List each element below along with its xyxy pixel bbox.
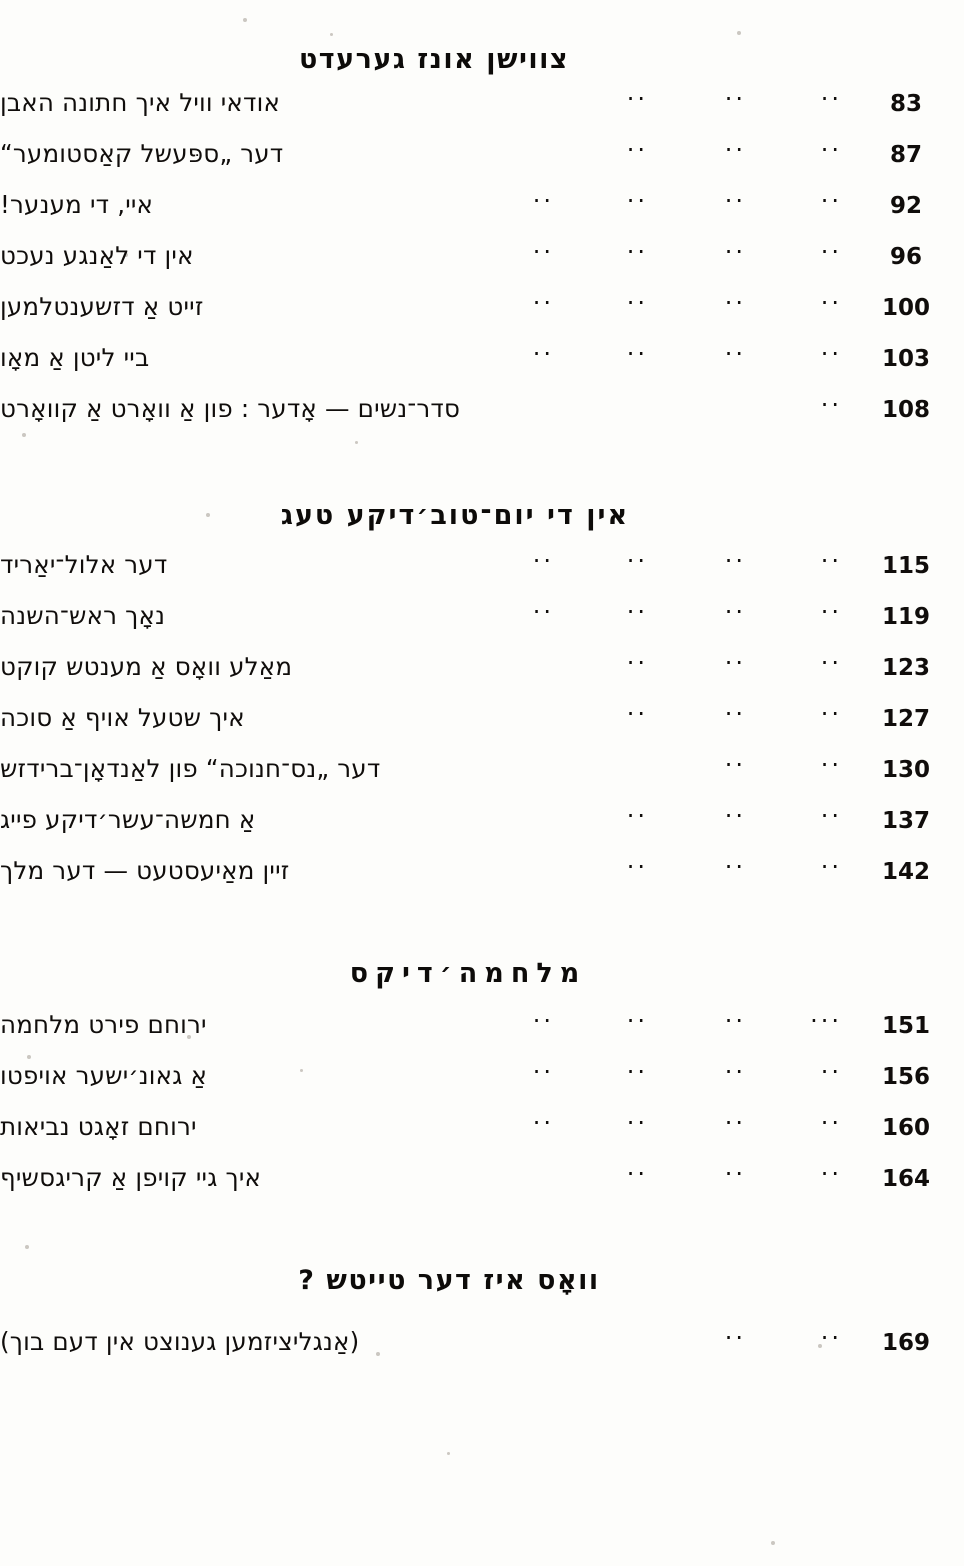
toc-list bbox=[0, 75, 964, 444]
leader-dots: .. bbox=[820, 393, 842, 412]
page-number: 108 bbox=[881, 397, 930, 423]
leader-dots: .. .. .. bbox=[626, 651, 842, 670]
scan-speck bbox=[447, 1452, 450, 1455]
entry-title: אַ חמשה־עשר׳דיקע פייג bbox=[0, 805, 256, 834]
page-number: 83 bbox=[889, 91, 922, 117]
leader-dots: .. .. .. .. bbox=[532, 549, 842, 568]
page-number: 137 bbox=[881, 808, 930, 834]
page-number: 115 bbox=[881, 553, 930, 579]
section-heading: צווישן אונז גערעדט bbox=[298, 44, 570, 75]
toc-list bbox=[0, 531, 964, 906]
toc-entry[interactable] bbox=[0, 1060, 964, 1111]
toc-entry[interactable] bbox=[0, 87, 964, 138]
toc-list bbox=[0, 989, 964, 1213]
toc-entry[interactable] bbox=[0, 291, 964, 342]
entry-title: זיין מאַיעסטעט — דער מלך bbox=[0, 856, 290, 885]
entry-title: אודאי וויל איך חתונה האבן bbox=[0, 88, 281, 117]
toc-entry[interactable] bbox=[0, 600, 964, 651]
section-heading: אין די יום־טוב׳דיקע טעג bbox=[280, 500, 630, 531]
scan-speck bbox=[771, 1541, 775, 1545]
leader-dots: .. .. .. bbox=[626, 138, 842, 157]
entry-title: נאָך ראש־השנה bbox=[0, 601, 166, 630]
page-number: 100 bbox=[881, 295, 930, 321]
leader-dots: .. .. .. .. bbox=[532, 1060, 842, 1079]
toc-entry[interactable] bbox=[0, 549, 964, 600]
entry-title: סדר־נשים — אָדער : פון אַ וואָרט אַ קוואָרט bbox=[0, 394, 461, 423]
page-number: 96 bbox=[889, 244, 922, 270]
leader-dots: .. .. .. .. bbox=[532, 342, 842, 361]
entry-title: דער „נס־חנוכה“ פון לאַנדאָן־ברידזש bbox=[0, 754, 381, 783]
toc-entry[interactable] bbox=[0, 138, 964, 189]
leader-dots: ... .. .. .. bbox=[532, 1009, 842, 1028]
entry-title: דער אלול־יאַריד bbox=[0, 550, 168, 579]
leader-dots: .. .. .. bbox=[626, 87, 842, 106]
leader-dots: .. .. .. .. bbox=[532, 189, 842, 208]
leader-dots: .. .. .. bbox=[626, 1162, 842, 1181]
toc-entry[interactable] bbox=[0, 1162, 964, 1213]
entry-title: איך שטעל אויף אַ סוכה bbox=[0, 703, 245, 732]
leader-dots: .. .. .. bbox=[626, 702, 842, 721]
entry-title: איי, די מענער! bbox=[0, 190, 154, 219]
toc-entry[interactable] bbox=[0, 753, 964, 804]
entry-title: זייט אַ דזשענטלמען bbox=[0, 292, 204, 321]
page-number: 130 bbox=[881, 757, 930, 783]
page-number: 151 bbox=[881, 1013, 930, 1039]
entry-title: אַ גאונ׳ישער אויפטו bbox=[0, 1061, 208, 1090]
toc-entry[interactable] bbox=[0, 393, 964, 444]
page-number: 156 bbox=[881, 1064, 930, 1090]
leader-dots: .. .. bbox=[724, 753, 842, 772]
page-number: 119 bbox=[881, 604, 930, 630]
section-heading: מלחמה׳דיקס bbox=[349, 958, 587, 989]
toc-entry[interactable] bbox=[0, 804, 964, 855]
section-heading: וואָס איז דער טייטש ? bbox=[298, 1265, 600, 1296]
entry-title: ירוחם פירט מלחמה bbox=[0, 1010, 207, 1039]
toc-entry[interactable] bbox=[0, 240, 964, 291]
leader-dots: .. .. .. bbox=[626, 804, 842, 823]
toc-entry[interactable] bbox=[0, 1111, 964, 1162]
toc-entry[interactable] bbox=[0, 1326, 964, 1377]
toc-entry[interactable] bbox=[0, 855, 964, 906]
leader-dots: .. .. .. .. bbox=[532, 291, 842, 310]
toc-entry[interactable] bbox=[0, 651, 964, 702]
entry-title: ביי ליטן אַ מאָו bbox=[0, 343, 150, 372]
page-number: 92 bbox=[889, 193, 922, 219]
toc-entry[interactable] bbox=[0, 189, 964, 240]
entry-title: מאַלע וואָס אַ מענטש קוקט bbox=[0, 652, 293, 681]
toc-entry[interactable] bbox=[0, 702, 964, 753]
page-number: 142 bbox=[881, 859, 930, 885]
entry-title: אין די לאַנגע נעכט bbox=[0, 241, 194, 270]
entry-title: איך גיי קויפן אַ קריגסשיף bbox=[0, 1163, 262, 1192]
page-number: 103 bbox=[881, 346, 930, 372]
page-number: 169 bbox=[881, 1330, 930, 1356]
leader-dots: .. .. .. .. bbox=[532, 600, 842, 619]
leader-dots: .. .. bbox=[724, 1326, 842, 1345]
leader-dots: .. .. .. bbox=[626, 855, 842, 874]
toc-entry[interactable] bbox=[0, 1009, 964, 1060]
page-number: 160 bbox=[881, 1115, 930, 1141]
leader-dots: .. .. .. .. bbox=[532, 240, 842, 259]
toc-list bbox=[0, 1296, 964, 1377]
leader-dots: .. .. .. .. bbox=[532, 1111, 842, 1130]
page-number: 164 bbox=[881, 1166, 930, 1192]
entry-title: דער „ספּעשל קאַסטומער“ bbox=[0, 139, 284, 168]
page-number: 127 bbox=[881, 706, 930, 732]
page-number: 123 bbox=[881, 655, 930, 681]
entry-title: (אַנגליציזמען גענוצט אין דעם בוך) bbox=[0, 1327, 360, 1356]
page-number: 87 bbox=[889, 142, 922, 168]
toc-entry[interactable] bbox=[0, 342, 964, 393]
entry-title: ירוחם זאָגט נביאות bbox=[0, 1112, 197, 1141]
